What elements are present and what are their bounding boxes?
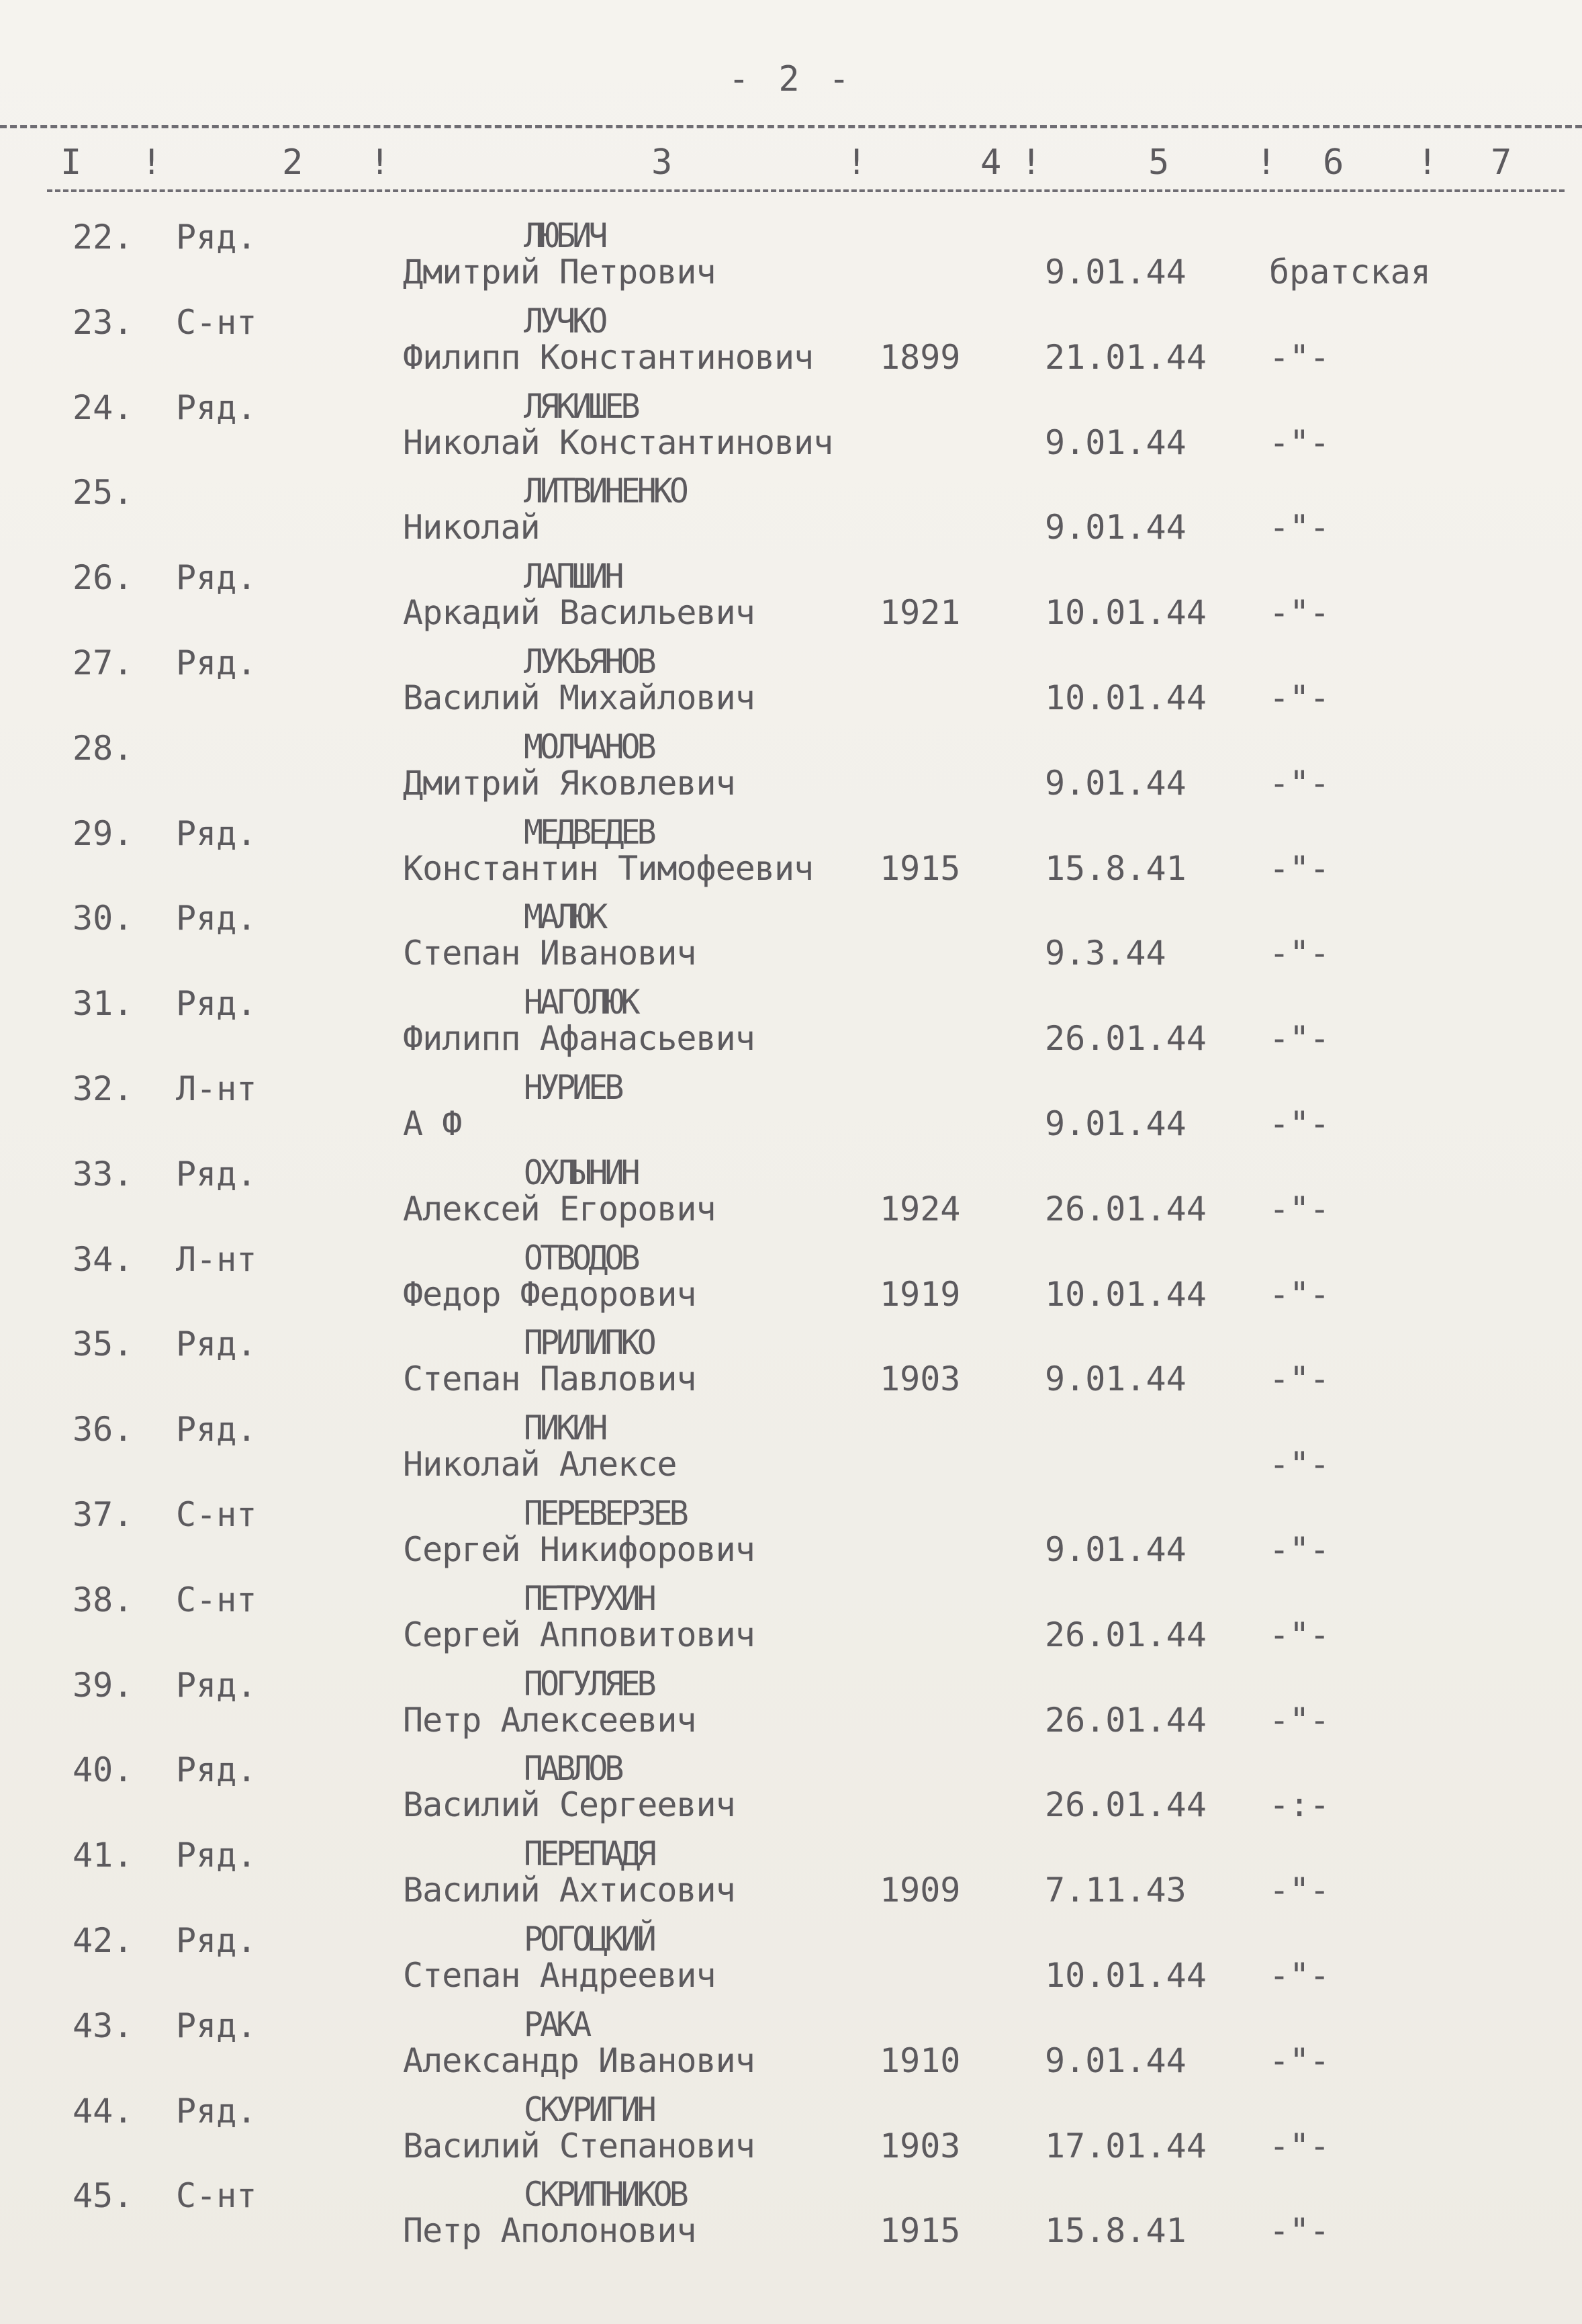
record-num: 38. [73, 1580, 134, 1619]
record-surname: ПАВЛОВ [524, 1749, 621, 1789]
record-rank: Ряд. [176, 1920, 257, 1960]
record-surname: ПИКИН [524, 1409, 605, 1448]
record-burial: -"- [1269, 508, 1330, 547]
record-year: 1915 [880, 2211, 961, 2251]
record-num: 32. [73, 1069, 134, 1108]
record-row [0, 896, 1582, 981]
record-burial: -"- [1269, 1189, 1330, 1228]
record-surname: ЛАПШИН [524, 557, 621, 596]
record-surname: МЕДВЕДЕВ [524, 812, 653, 852]
record-num: 22. [73, 218, 134, 257]
record-surname: МОЛЧАНОВ [524, 727, 653, 766]
record-given: Степан Павлович [403, 1359, 696, 1399]
page-number: - 2 - [728, 59, 854, 99]
record-rank: С-нт [176, 302, 257, 342]
record-given: Василий Сергеевич [403, 1785, 735, 1825]
record-given: Дмитрий Яковлевич [403, 763, 735, 803]
header-sep-6: ! [1417, 142, 1438, 183]
record-date: 9.01.44 [1045, 763, 1186, 803]
record-given: Сергей Никифорович [403, 1529, 755, 1569]
record-given: Степан Андреевич [403, 1955, 716, 1995]
record-burial: -"- [1269, 1445, 1330, 1484]
record-year: 1915 [880, 848, 961, 888]
record-num: 31. [73, 984, 134, 1024]
record-row [0, 2089, 1582, 2174]
record-year: 1899 [880, 337, 961, 377]
record-surname: ЛУКЬЯНОВ [524, 641, 653, 681]
record-rank: С-нт [176, 2176, 257, 2216]
header-col-5: 5 [1148, 142, 1170, 183]
record-num: 27. [73, 643, 134, 682]
record-surname: РАКА [524, 2004, 589, 2044]
record-rank: Ряд. [176, 1665, 257, 1705]
record-num: 35. [73, 1325, 134, 1364]
record-date: 21.01.44 [1045, 337, 1207, 377]
record-year: 1919 [880, 1274, 961, 1314]
record-given: Филипп Афанасьевич [403, 1019, 755, 1059]
records-list [0, 215, 1582, 2259]
record-num: 41. [73, 1836, 134, 1875]
record-date: 26.01.44 [1045, 1189, 1207, 1228]
record-given: Василий Михайлович [403, 678, 755, 717]
record-num: 40. [73, 1750, 134, 1790]
record-surname: МАЛЮК [524, 897, 605, 937]
record-rank: Ряд. [176, 1750, 257, 1790]
record-date: 7.11.43 [1045, 1871, 1186, 1910]
record-year: 1909 [880, 1871, 961, 1910]
record-surname: ПЕРЕВЕРЗЕВ [524, 1493, 686, 1533]
record-rank: С-нт [176, 1494, 257, 1534]
record-given: Николай [403, 508, 540, 547]
record-given: Петр Алексеевич [403, 1700, 696, 1740]
record-num: 44. [73, 2091, 134, 2131]
record-row [0, 811, 1582, 897]
record-row [0, 981, 1582, 1067]
record-row [0, 215, 1582, 300]
record-row [0, 2004, 1582, 2089]
record-rank: С-нт [176, 1580, 257, 1619]
record-rank: Ряд. [176, 899, 257, 938]
record-row [0, 1748, 1582, 1833]
header-sep-5: ! [1256, 142, 1277, 183]
record-row [0, 555, 1582, 641]
record-row [0, 1578, 1582, 1663]
record-num: 42. [73, 1920, 134, 1960]
record-given: Николай Константинович [403, 422, 833, 462]
record-surname: ЛИТВИНЕНКО [524, 472, 686, 511]
record-year: 1924 [880, 1189, 961, 1228]
record-row [0, 470, 1582, 555]
record-num: 25. [73, 473, 134, 512]
record-date: 9.01.44 [1045, 422, 1186, 462]
record-surname: СКУРИГИН [524, 2090, 653, 2129]
record-num: 39. [73, 1665, 134, 1705]
record-date: 10.01.44 [1045, 678, 1207, 717]
header-col-6: 6 [1323, 142, 1344, 183]
record-rank: Ряд. [176, 813, 257, 853]
record-date: 26.01.44 [1045, 1785, 1207, 1825]
record-num: 43. [73, 2006, 134, 2045]
header-col-2: 2 [282, 142, 304, 183]
record-rank: Ряд. [176, 388, 257, 427]
record-given: Сергей Апповитович [403, 1615, 755, 1654]
record-burial: -"- [1269, 1274, 1330, 1314]
record-row [0, 1663, 1582, 1748]
record-num: 30. [73, 899, 134, 938]
record-surname: НАГОЛЮК [524, 983, 637, 1022]
record-row [0, 1492, 1582, 1578]
record-row [0, 641, 1582, 726]
record-given: Александр Иванович [403, 2041, 755, 2080]
record-burial: -"- [1269, 934, 1330, 973]
record-burial: братская [1269, 253, 1431, 292]
record-date: 15.8.41 [1045, 848, 1186, 888]
record-surname: НУРИЕВ [524, 1067, 621, 1107]
record-surname: РОГОЦКИЙ [524, 1919, 653, 1959]
record-num: 29. [73, 813, 134, 853]
record-given: Константин Тимофеевич [403, 848, 814, 888]
record-burial: -"- [1269, 1019, 1330, 1059]
record-num: 37. [73, 1494, 134, 1534]
record-given: Степан Иванович [403, 934, 696, 973]
record-given: Филипп Константинович [403, 337, 814, 377]
record-date: 9.01.44 [1045, 1104, 1186, 1143]
record-given: Василий Степанович [403, 2126, 755, 2165]
record-rank: Ряд. [176, 2006, 257, 2045]
header-sep-4: ! [1021, 142, 1042, 183]
record-date: 9.01.44 [1045, 508, 1186, 547]
record-row [0, 1067, 1582, 1152]
header-sep-1: ! [141, 142, 162, 183]
record-surname: ЛЯКИШЕВ [524, 386, 637, 426]
record-burial: -"- [1269, 1615, 1330, 1654]
record-burial: -"- [1269, 2041, 1330, 2080]
record-date: 26.01.44 [1045, 1700, 1207, 1740]
record-given: Аркадий Васильевич [403, 593, 755, 633]
record-burial: -"- [1269, 1871, 1330, 1910]
record-row [0, 1152, 1582, 1237]
record-burial: -"- [1269, 1955, 1330, 1995]
record-num: 33. [73, 1154, 134, 1194]
record-date: 26.01.44 [1045, 1615, 1207, 1654]
record-row [0, 2174, 1582, 2259]
record-given: Василий Ахтисович [403, 1871, 735, 1910]
record-num: 45. [73, 2176, 134, 2216]
record-burial: -"- [1269, 678, 1330, 717]
record-burial: -"- [1269, 593, 1330, 633]
record-date: 17.01.44 [1045, 2126, 1207, 2165]
record-given: Петр Аполонович [403, 2211, 696, 2251]
record-row [0, 300, 1582, 386]
record-surname: ОХЛЫНИН [524, 1153, 637, 1192]
record-given: Федор Федорович [403, 1274, 696, 1314]
record-given: Николай Алексе [403, 1445, 677, 1484]
record-burial: -"- [1269, 848, 1330, 888]
record-rank: Ряд. [176, 1154, 257, 1194]
header-col-1: I [60, 142, 82, 183]
record-date: 26.01.44 [1045, 1019, 1207, 1059]
record-date: 9.01.44 [1045, 2041, 1186, 2080]
record-given: Алексей Егорович [403, 1189, 716, 1228]
record-num: 24. [73, 388, 134, 427]
record-rank: Ряд. [176, 2091, 257, 2131]
record-num: 26. [73, 558, 134, 598]
record-burial: -"- [1269, 2211, 1330, 2251]
record-year: 1903 [880, 2126, 961, 2165]
record-row [0, 726, 1582, 811]
record-given: Дмитрий Петрович [403, 253, 716, 292]
header-col-4: 4 [980, 142, 1002, 183]
record-year: 1903 [880, 1359, 961, 1399]
record-surname: ОТВОДОВ [524, 1238, 637, 1278]
header-sep-3: ! [846, 142, 868, 183]
record-row [0, 1407, 1582, 1492]
record-burial: -"- [1269, 337, 1330, 377]
record-date: 9.3.44 [1045, 934, 1166, 973]
record-rank: Ряд. [176, 558, 257, 598]
record-burial: -"- [1269, 1700, 1330, 1740]
record-year: 1910 [880, 2041, 961, 2080]
record-surname: ПЕТРУХИН [524, 1578, 653, 1618]
header-col-3: 3 [651, 142, 673, 183]
record-rank: Л-нт [176, 1239, 257, 1279]
record-surname: ПОГУЛЯЕВ [524, 1664, 653, 1703]
record-rank: Ряд. [176, 984, 257, 1024]
header-sep-2: ! [369, 142, 391, 183]
column-header-row [47, 142, 1565, 189]
record-burial: -"- [1269, 1359, 1330, 1399]
record-row [0, 1918, 1582, 2004]
record-given: А Ф [403, 1104, 462, 1143]
record-rank: Ряд. [176, 1410, 257, 1449]
record-surname: ПРИЛИПКО [524, 1323, 653, 1363]
record-rank: Л-нт [176, 1069, 257, 1108]
record-burial: -"- [1269, 422, 1330, 462]
record-num: 23. [73, 302, 134, 342]
record-row [0, 386, 1582, 471]
record-year: 1921 [880, 593, 961, 633]
record-date: 9.01.44 [1045, 253, 1186, 292]
record-row [0, 1237, 1582, 1323]
record-rank: Ряд. [176, 643, 257, 682]
record-date: 9.01.44 [1045, 1359, 1186, 1399]
record-row [0, 1322, 1582, 1407]
header-dashed-underline [47, 189, 1565, 192]
record-date: 10.01.44 [1045, 593, 1207, 633]
record-burial: -:- [1269, 1785, 1330, 1825]
record-date: 10.01.44 [1045, 1274, 1207, 1314]
record-burial: -"- [1269, 763, 1330, 803]
record-num: 34. [73, 1239, 134, 1279]
record-surname: ЛЮБИЧ [524, 216, 605, 255]
record-num: 28. [73, 728, 134, 768]
record-rank: Ряд. [176, 1325, 257, 1364]
record-surname: СКРИПНИКОВ [524, 2175, 686, 2215]
record-burial: -"- [1269, 1529, 1330, 1569]
header-col-7: 7 [1491, 142, 1512, 183]
top-dashed-rule [0, 125, 1582, 128]
record-surname: ПЕРЕПАДЯ [524, 1834, 653, 1874]
record-rank: Ряд. [176, 218, 257, 257]
record-burial: -"- [1269, 2126, 1330, 2165]
record-surname: ЛУЧКО [524, 301, 605, 341]
record-burial: -"- [1269, 1104, 1330, 1143]
record-num: 36. [73, 1410, 134, 1449]
record-date: 9.01.44 [1045, 1529, 1186, 1569]
record-date: 15.8.41 [1045, 2211, 1186, 2251]
record-date: 10.01.44 [1045, 1955, 1207, 1995]
record-row [0, 1833, 1582, 1918]
record-rank: Ряд. [176, 1836, 257, 1875]
